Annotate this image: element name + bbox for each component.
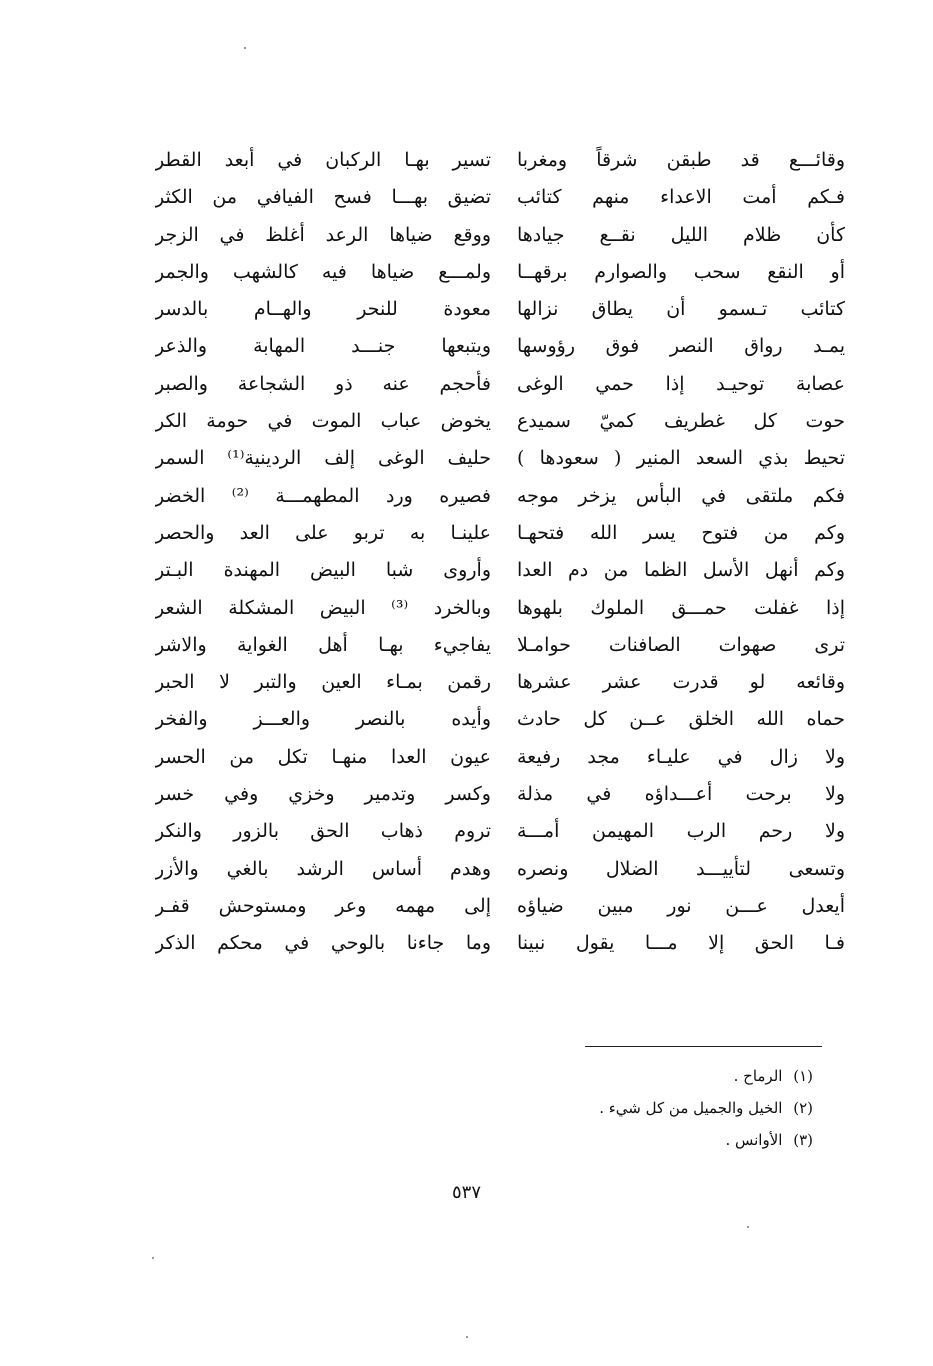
- verse-first-hemistich: كأن ظلام الليل نقــع جيادها: [517, 223, 845, 246]
- footnote-2: [313, 1092, 813, 1124]
- verse-second-hemistich: تروم ذهاب الحق بالزور والنكر: [155, 820, 491, 843]
- verse-second-hemistich: فأحجم عنه ذو الشجاعة والصبر: [155, 372, 491, 395]
- verse-second-hemistich: ويتبعها جنـــد المهابة والذعر: [155, 335, 491, 358]
- footnote-marker: (٢): [793, 1099, 813, 1117]
- verse-first-hemistich: فـكم أمت الاعداء منهم كتائب: [517, 186, 845, 209]
- scan-speck: [152, 1257, 154, 1259]
- verse-first-hemistich: ترى صهوات الصافنات حوامـلا: [517, 633, 845, 656]
- verse-second-hemistich: ولمـــع ضياها فيه كالشهب والجمر: [155, 260, 491, 283]
- verse-first-hemistich: ولا رحم الرب المهيمن أمـــة: [517, 820, 845, 843]
- verse-first-hemistich: حوت كل غطريف كميّ سميدع: [517, 410, 845, 433]
- verse-first-hemistich: وكم أنهل الأسل الظما من دم العدا: [517, 559, 845, 582]
- verse-second-hemistich: إلى مهمه وعر ومستوحش قفـر: [155, 894, 491, 917]
- verse-second-hemistich: وأيده بالنصر والعـــز والفخر: [155, 708, 491, 731]
- verse-first-hemistich: وقائـــع قد طبقن شرقاً ومغربا: [517, 149, 845, 171]
- verse-first-hemistich: ولا زال في عليـاء مجد رفيعة: [517, 745, 845, 768]
- verse-second-hemistich: وأروى شبا البيض المهندة البـتر: [155, 559, 491, 582]
- verse-first-hemistich: أيعدل عـــن نور مبين ضياؤه: [517, 894, 845, 917]
- verse-first-hemistich: وكم من فتوح يسر الله فتحهـا: [517, 521, 845, 544]
- verse-second-hemistich: ووقع ضياها الرعد أغلظ في الزجر: [155, 223, 491, 246]
- verse-second-hemistich: رقمن بمـاء العين والتبر لا الحبر: [155, 671, 491, 694]
- footnotes: [313, 1060, 813, 1156]
- verse-second-hemistich: وبالخرد ⁽³⁾ البيض المشكلة الشعر: [155, 596, 491, 619]
- verse-second-hemistich: فصيره ورد المطهمـــة ⁽²⁾ الخضر: [155, 484, 492, 507]
- verse-first-hemistich: عصابة توحيـد إذا حمي الوغى: [517, 372, 845, 395]
- verse-second-hemistich: يفاجيء بهـا أهل الغواية والاشر: [155, 633, 491, 656]
- verse-first-hemistich: تحيط بذي السعد المنير ( سعودها ): [517, 447, 845, 470]
- verse-first-hemistich: وقائعه لو قدرت عشر عشرها: [517, 671, 845, 694]
- scan-speck: [244, 47, 246, 49]
- verse-second-hemistich: علينـا به تربو على العد والحصر: [155, 521, 491, 544]
- verse-second-hemistich: عيون العدا منهـا تكل من الحسر: [155, 745, 491, 768]
- verse-second-hemistich: تسير بهـا الركبان في أبعد القطر: [155, 149, 491, 171]
- footnote-marker: (١): [793, 1067, 813, 1085]
- footnote-text: الرماح .: [733, 1067, 783, 1085]
- verse-first-hemistich: حماه الله الخلق عــن كل حادث: [517, 708, 845, 731]
- verse-first-hemistich: إذا غفلت حمـــق الملوك بلهوها: [517, 596, 845, 619]
- verse-second-hemistich: وما جاءنا بالوحي في محكم الذكر: [155, 932, 491, 955]
- footnote-separator: [585, 1046, 822, 1047]
- verse-first-hemistich: فـا الحق إلا مـــا يقول نبينا: [517, 932, 845, 955]
- verse-second-hemistich: وكسر وتدمير وخزي وفي خسر: [155, 783, 491, 806]
- verse-second-hemistich: يخوض عباب الموت في حومة الكر: [155, 410, 491, 433]
- verse-first-hemistich: كتائب تـسمو أن يطاق نزالها: [517, 298, 845, 321]
- verse-first-hemistich: أو النقع سحب والصوارم برقهــا: [517, 260, 845, 283]
- poem-body: [155, 142, 845, 963]
- footnote-marker: (٣): [793, 1131, 813, 1149]
- verse-second-hemistich: تضيق بهـــا فسح الفيافي من الكثر: [155, 186, 491, 209]
- scan-speck: [466, 1336, 468, 1338]
- verse-first-hemistich: ولا برحت أعـــداؤه في مذلة: [517, 783, 845, 806]
- verse-first-hemistich: وتسعى لتأييـــد الضلال ونصره: [517, 857, 845, 880]
- verse-second-hemistich: وهدم أساس الرشد بالغي والأزر: [155, 857, 491, 880]
- verse-second-hemistich: معودة للنحر والهــام بالدسر: [155, 298, 491, 321]
- scan-speck: [747, 1226, 749, 1228]
- verse-second-hemistich: حليف الوغى إلف الردينية⁽¹⁾ السمر: [155, 447, 491, 470]
- footnote-text: الأوانس .: [725, 1131, 783, 1149]
- footnote-1: [313, 1060, 813, 1092]
- footnote-3: [313, 1124, 813, 1156]
- verse-first-hemistich: فكم ملتقى في البأس يزخر موجه: [517, 484, 845, 507]
- footnote-text: الخيل والجميل من كل شيء .: [599, 1099, 783, 1117]
- verse-first-hemistich: يمـد رواق النصر فوق رؤوسها: [517, 335, 845, 358]
- page-number: ٥٣٧: [451, 1182, 481, 1203]
